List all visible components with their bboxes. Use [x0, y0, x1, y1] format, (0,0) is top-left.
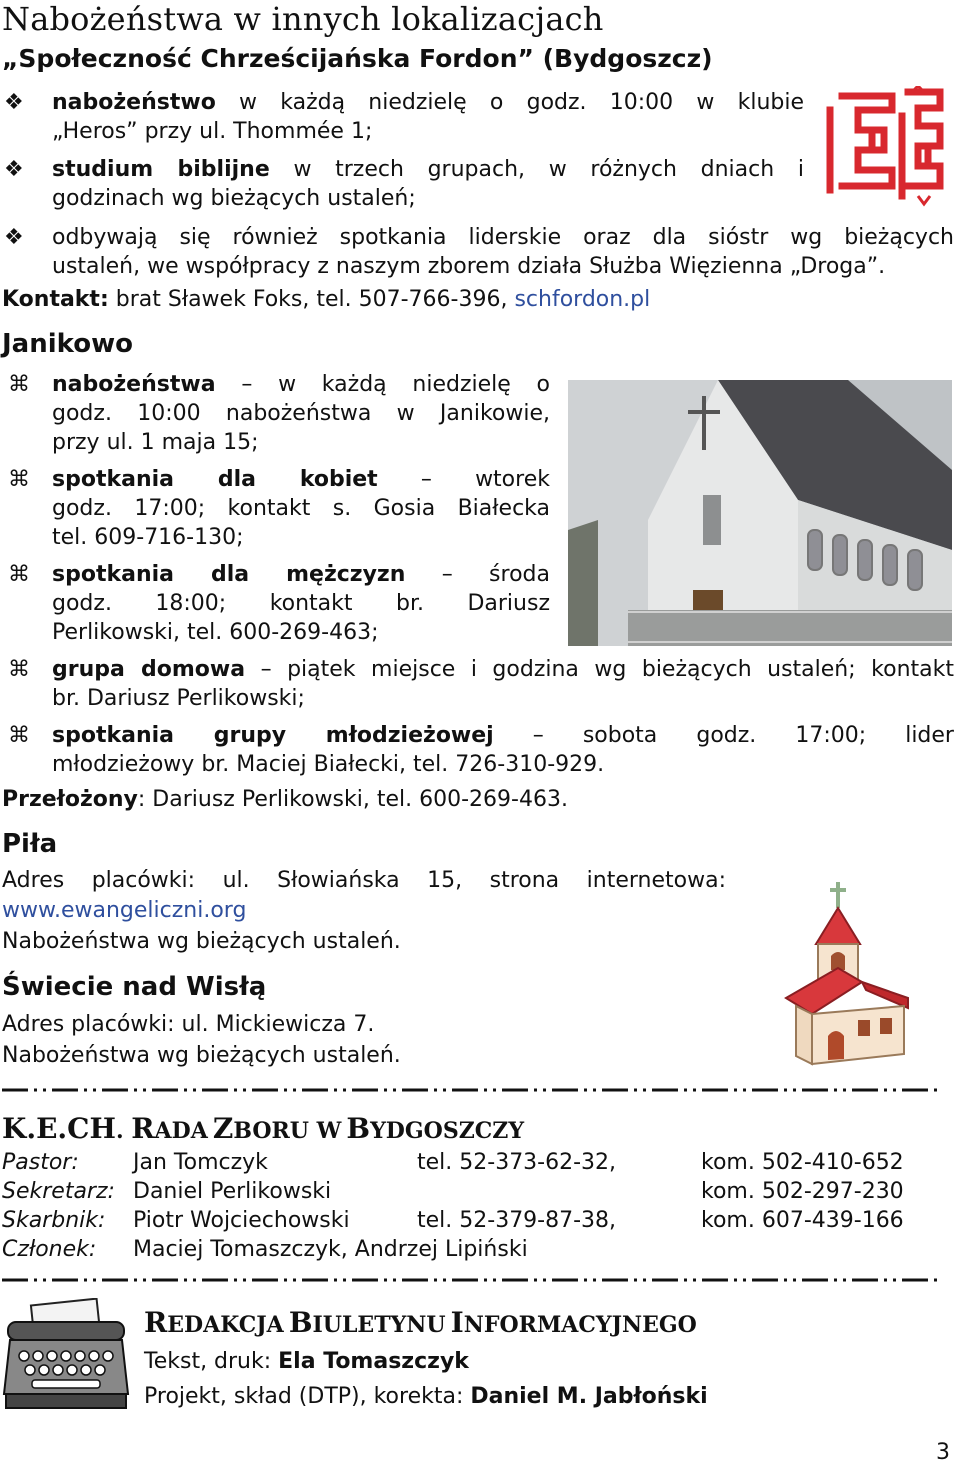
rada-tel: tel. 52-373-62-32,: [417, 1150, 617, 1175]
bullet-service-line2: „Heros” przy ul. Thommée 1;: [52, 119, 373, 144]
janikowo-item3-line2: godz. 18:00; kontakt br. Dariusz: [52, 591, 550, 616]
janikowo-item1-line1: [52, 370, 550, 399]
item-text: – piątek miejsce i godzina wg bieżących ustaleń; kontakt: [260, 657, 954, 682]
swiecie-address: Adres placówki: ul. Mickiewicza 7.: [2, 1012, 375, 1037]
janikowo-item1-line3: przy ul. 1 maja 15;: [52, 430, 259, 455]
star-bullet-icon: ⌘: [8, 562, 30, 587]
contact-line: [2, 285, 650, 314]
heading-part: B: [346, 1112, 371, 1145]
item-label: spotkania dla mężczyzn: [52, 562, 406, 587]
heading-part: EDAKCJA: [167, 1312, 284, 1338]
heading-part: B: [288, 1306, 313, 1339]
heading-part: R: [131, 1112, 155, 1145]
credit-label: Projekt, skład (DTP), korekta:: [144, 1384, 464, 1409]
bullet-meetings-line1: odbywają się również spotkania liderskie oraz dla sióstr wg bieżących: [52, 225, 954, 250]
star-bullet-icon: ⌘: [8, 657, 30, 682]
janikowo-leader: [2, 785, 568, 814]
diamond-bullet-icon: ❖: [4, 90, 24, 115]
section-subtitle-fordon: „Społeczność Chrześcijańska Fordon” (Bydgoszcz): [2, 44, 713, 73]
heading-pila: Piła: [2, 829, 58, 859]
heading-part: R: [144, 1306, 168, 1339]
church-logo-icon: [822, 86, 950, 208]
page-number: 3: [936, 1440, 950, 1465]
credit-name: Daniel M. Jabłoński: [470, 1384, 708, 1409]
heading-part: K.E.C: [2, 1112, 90, 1145]
janikowo-item4-line2: br. Dariusz Perlikowski;: [52, 686, 305, 711]
item-text: – w każdą niedzielę o: [241, 372, 551, 397]
typewriter-icon: [2, 1298, 130, 1416]
bullet-bible-line1: [52, 155, 804, 184]
church-clipart-icon: [776, 878, 916, 1068]
heading-part: ADA: [154, 1118, 208, 1144]
bullet-bible-line2: godzinach wg bieżących ustaleń;: [52, 186, 416, 211]
bullet-label: nabożeństwo: [52, 90, 216, 115]
leader-text: : Dariusz Perlikowski, tel. 600-269-463.: [137, 787, 568, 812]
heading-part: H: [89, 1112, 116, 1145]
pila-services: Nabożeństwa wg bieżących ustaleń.: [2, 929, 401, 954]
rada-role: Członek:: [2, 1237, 97, 1262]
contact-label: Kontakt:: [2, 287, 109, 312]
janikowo-item3-line1: [52, 560, 550, 589]
pila-address: Adres placówki: ul. Słowiańska 15, strona internetowa:: [2, 868, 726, 893]
redakcja-text-line: [144, 1347, 469, 1376]
item-label: spotkania grupy młodzieżowej: [52, 723, 494, 748]
janikowo-item2-line1: [52, 465, 550, 494]
heading-part: YDGOSZCZY: [370, 1118, 525, 1144]
swiecie-services: Nabożeństwa wg bieżących ustaleń.: [2, 1043, 401, 1068]
page-title: Nabożeństwa w innych lokalizacjach: [2, 0, 604, 38]
rada-kom: kom. 502-297-230: [701, 1179, 904, 1204]
redakcja-dtp-line: [144, 1382, 708, 1411]
bullet-text: w każdą niedzielę o godz. 10:00 w klubie: [239, 90, 804, 115]
rada-name: Daniel Perlikowski: [133, 1179, 332, 1204]
heading-part: I: [450, 1306, 464, 1339]
janikowo-item3-line3: Perlikowski, tel. 600-269-463;: [52, 620, 379, 645]
rada-name: Maciej Tomaszczyk, Andrzej Lipiński: [133, 1237, 528, 1262]
contact-text: brat Sławek Foks, tel. 507-766-396,: [115, 287, 508, 312]
janikowo-item2-line3: tel. 609-716-130;: [52, 525, 244, 550]
rada-role: Pastor:: [2, 1150, 79, 1175]
bullet-meetings-line2: ustaleń, we współpracy z naszym zborem działa Służba Więzienna „Droga”.: [52, 254, 886, 279]
diamond-bullet-icon: ❖: [4, 157, 24, 182]
heading-part: BORU W: [233, 1118, 342, 1144]
janikowo-item4-line1: [52, 655, 954, 684]
heading-part: Z: [212, 1112, 234, 1145]
rada-role: Skarbnik:: [2, 1208, 106, 1233]
leader-label: Przełożony: [2, 787, 138, 812]
janikowo-item5-line1: [52, 721, 954, 750]
rada-tel: tel. 52-379-87-38,: [417, 1208, 617, 1233]
church-photo: [568, 380, 952, 646]
rada-kom: kom. 607-439-166: [701, 1208, 904, 1233]
credit-label: Tekst, druk:: [144, 1349, 272, 1374]
item-label: spotkania dla kobiet: [52, 467, 378, 492]
separator-line: [0, 1272, 940, 1286]
item-text: – sobota godz. 17:00; lider: [532, 723, 954, 748]
item-text: – wtorek: [420, 467, 550, 492]
janikowo-item2-line2: godz. 17:00; kontakt s. Gosia Białecka: [52, 496, 550, 521]
rada-role: Sekretarz:: [2, 1179, 115, 1204]
schfordon-link[interactable]: schfordon.pl: [514, 287, 651, 312]
credit-name: Ela Tomaszczyk: [278, 1349, 469, 1374]
heading-redakcja: [144, 1306, 697, 1339]
bullet-service-line1: [52, 88, 804, 117]
separator-line: [0, 1082, 940, 1096]
star-bullet-icon: ⌘: [8, 723, 30, 748]
bullet-text: w trzech grupach, w różnych dniach i: [293, 157, 804, 182]
rada-name: Piotr Wojciechowski: [133, 1208, 350, 1233]
diamond-bullet-icon: ❖: [4, 225, 24, 250]
star-bullet-icon: ⌘: [8, 372, 30, 397]
heading-part: IULETYNU: [312, 1312, 446, 1338]
rada-kom: kom. 502-410-652: [701, 1150, 904, 1175]
janikowo-item1-line2: godz. 10:00 nabożeństwa w Janikowie,: [52, 401, 550, 426]
item-label: nabożeństwa: [52, 372, 216, 397]
heading-swiecie: Świecie nad Wisłą: [2, 972, 267, 1002]
heading-part: NFORMACYJNEGO: [463, 1312, 697, 1338]
heading-janikowo: Janikowo: [2, 329, 133, 359]
heading-rada-zboru: K.E.CH. RADA ZBORU W BYDGOSZCZY: [2, 1112, 525, 1145]
star-bullet-icon: ⌘: [8, 467, 30, 492]
item-text: – środa: [441, 562, 550, 587]
ewangeliczni-link[interactable]: www.ewangeliczni.org: [2, 898, 247, 923]
bullet-label: studium biblijne: [52, 157, 270, 182]
rada-name: Jan Tomczyk: [133, 1150, 268, 1175]
janikowo-item5-line2: młodzieżowy br. Maciej Białecki, tel. 726-310-929.: [52, 752, 605, 777]
item-label: grupa domowa: [52, 657, 246, 682]
